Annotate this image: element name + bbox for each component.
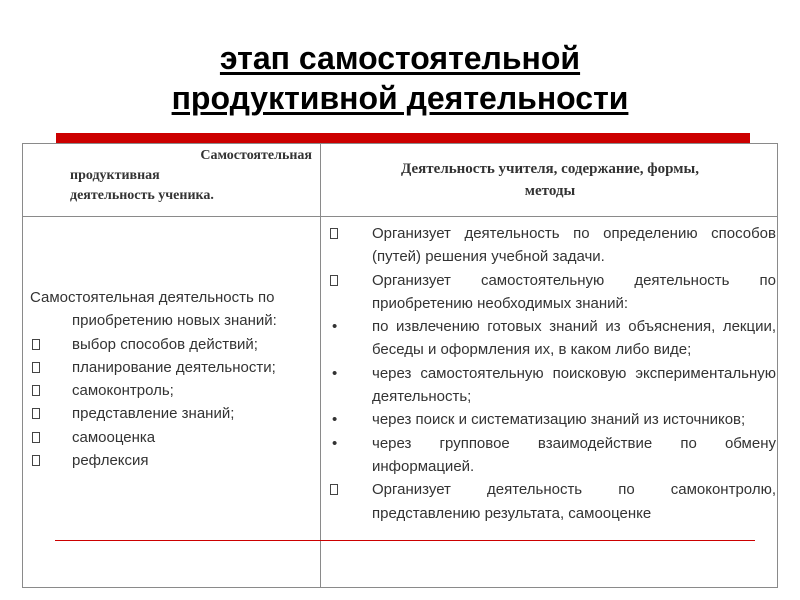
header-left-line-2: продуктивная (70, 168, 160, 183)
header-left-line-3: деятельность ученика. (70, 188, 214, 203)
checkbox-bullet-icon (30, 426, 42, 449)
header-left-line-1: Самостоятельная (200, 148, 312, 163)
header-teacher-activity (324, 158, 776, 202)
header-right-line-2: методы (524, 183, 576, 199)
table-header-divider (22, 216, 778, 217)
checkbox-bullet-icon (330, 269, 344, 292)
dot-bullet-icon: • (332, 318, 338, 336)
list-item: выбор способов действий; (30, 333, 320, 356)
list-item: самоконтроль; (30, 379, 320, 402)
checkbox-bullet-icon (330, 222, 344, 245)
red-accent-bar (56, 133, 750, 143)
list-item: Организует самостоятельную деятельность по приобретению необходимых знаний: (328, 269, 776, 316)
list-item: • через групповое взаимодействие по обмену информацией. (328, 432, 776, 479)
header-student-activity (70, 146, 320, 206)
checkbox-bullet-icon (30, 379, 42, 402)
list-item: • через самостоятельную поисковую экспериментальную деятельность; (328, 362, 776, 409)
list-item: Организует деятельность по самоконтролю, представлению результата, самооценке (328, 478, 776, 525)
list-item: самооценка (30, 426, 320, 449)
list-item: Организует деятельность по определению способов (путей) решения учебной задачи. (328, 222, 776, 269)
checkbox-bullet-icon (30, 402, 42, 425)
checkbox-bullet-icon (30, 449, 42, 472)
page-title (0, 38, 800, 118)
list-item: представление знаний; (30, 402, 320, 425)
table-column-divider (320, 143, 321, 588)
red-underline (55, 540, 755, 541)
checkbox-bullet-icon (30, 333, 42, 356)
header-right-line-1: Деятельность учителя, содержание, формы, (401, 161, 699, 177)
list-item: планирование деятельности; (30, 356, 320, 379)
teacher-activity-cell (328, 222, 776, 525)
list-item: рефлексия (30, 449, 320, 472)
student-activity-cell (30, 286, 320, 472)
title-line-1: этап самостоятельной (219, 40, 581, 76)
dot-bullet-icon: • (332, 434, 338, 452)
dot-bullet-icon: • (332, 364, 338, 382)
student-activity-lead: Самостоятельная деятельность по приобретению новых знаний: (30, 289, 277, 330)
title-line-2: продуктивной деятельности (171, 80, 629, 116)
list-item: • по извлечению готовых знаний из объяснения, лекции, беседы и оформления их, в каком либо виде; (328, 315, 776, 362)
dot-bullet-icon: • (332, 411, 338, 429)
checkbox-bullet-icon (330, 478, 344, 501)
list-item: • через поиск и систематизацию знаний из источников; (328, 408, 776, 431)
checkbox-bullet-icon (30, 356, 42, 379)
